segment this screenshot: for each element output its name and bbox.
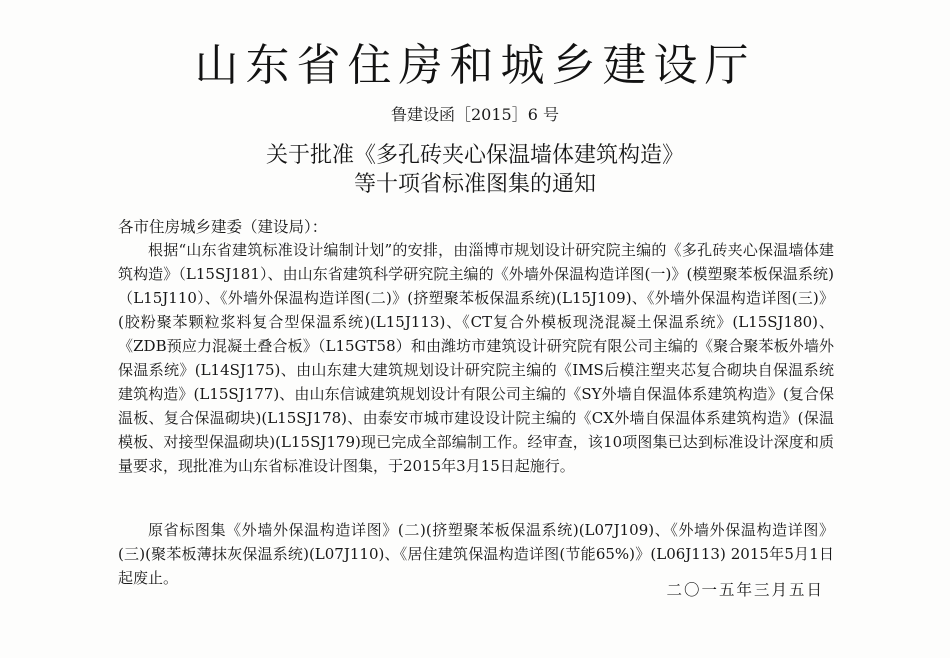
salutation: 各市住房城乡建委（建设局）： <box>118 218 328 236</box>
body-paragraph-approval: 根据“山东省建筑标准设计编制计划”的安排，由淄博市规划设计研究院主编的《多孔砖夹心保温墙体建筑构造》（L15SJ181）、由山东省建筑科学研究院主编的《外墙外保温构造详图(一)》(模塑聚苯板保温系统)（L15J110）、《外墙外保温构造详图(二)》(挤塑聚苯板保温系统)(L15J109)、《外墙外保温构造详图(三)》(胶粉聚苯颗粒浆料复合型保温系统)(L15J113)、《CT复合外模板现浇混凝土保温系统》(L15SJ180)、《ZDB预应力混凝土叠合板》（L15GT58）和由潍坊市建筑设计研究院有限公司主编的《聚合聚苯板外墙外保温系统》(L14SJ175)、由山东建大建筑规划设计研究院主编的《IMS后模注塑夹芯复合砌块自保温系统建筑构造》(L15SJ177)、由山东信诚建筑规划设计有限公司主编的《SY外墙自保温体系建筑构造》(复合保温板、复合保温砌块)(L15SJ178)、由泰安市城市建设设计院主编的《CX外墙自保温体系建筑构造》(保温模板、对接型保温砌块)(L15SJ179)现已完成全部编制工作。经审查，该10项图集已达到标准设计深度和质量要求，现批准为山东省标准设计图集，于2015年3月15日起施行。 <box>118 241 834 475</box>
document-number: 鲁建设函［2015］6 号 <box>391 105 559 124</box>
notice-title-line-1: 关于批准《多孔砖夹心保温墙体建筑构造》 <box>265 143 684 168</box>
body-paragraph-abolished: 原省标图集《外墙外保温构造详图》(二)(挤塑聚苯板保温系统)(L07J109)、《外墙外保温构造详图》(三)(聚苯板薄抹灰保温系统)(L07J110)、《居住建筑保温构造详图(节能65%)》(L06J113) 2015年5月1日起废止。 <box>118 521 834 587</box>
notice-title-line-2: 等十项省标准图集的通知 <box>353 172 596 197</box>
issuing-authority-heading: 山东省住房和城乡建设厅 <box>194 40 756 91</box>
issue-date: 二〇一五年三月五日 <box>666 581 824 599</box>
